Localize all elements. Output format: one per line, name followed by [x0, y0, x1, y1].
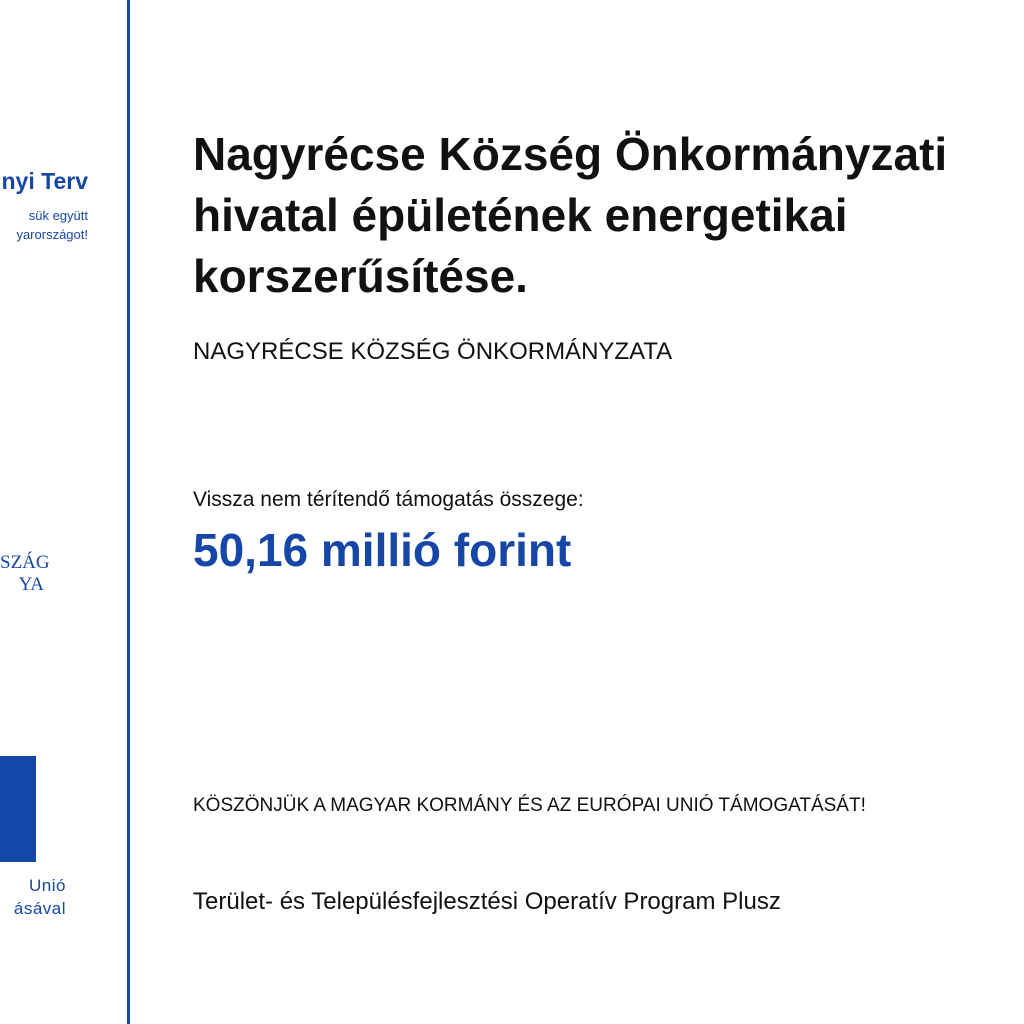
program-name: Terület- és Településfejlesztési Operatív Program Plusz [193, 888, 781, 915]
plan-logo-tagline: sük együtt yarországot! [16, 208, 88, 242]
grant-label: Vissza nem térítendő támogatás összege: [193, 488, 584, 511]
thanks-message: KÖSZÖNJÜK A MAGYAR KORMÁNY ÉS AZ EURÓPAI UNIÓ TÁMOGATÁSÁT! [193, 795, 866, 816]
project-title: Nagyrécse Község Önkormányzati hivatal épületének energetikai korszerűsítése. [193, 128, 948, 302]
sponsor-logo-panel [0, 0, 128, 1024]
plan-logo-title: nyi Terv [1, 168, 88, 194]
grant-amount: 50,16 millió forint [193, 524, 572, 576]
beneficiary-name: NAGYRÉCSE KÖZSÉG ÖNKORMÁNYZATA [193, 338, 673, 365]
vertical-divider [127, 0, 130, 1024]
government-logo-text: SZÁG YA [0, 552, 50, 595]
eu-logo-text: Unió ásával [13, 876, 66, 918]
eu-flag-icon [0, 756, 36, 862]
